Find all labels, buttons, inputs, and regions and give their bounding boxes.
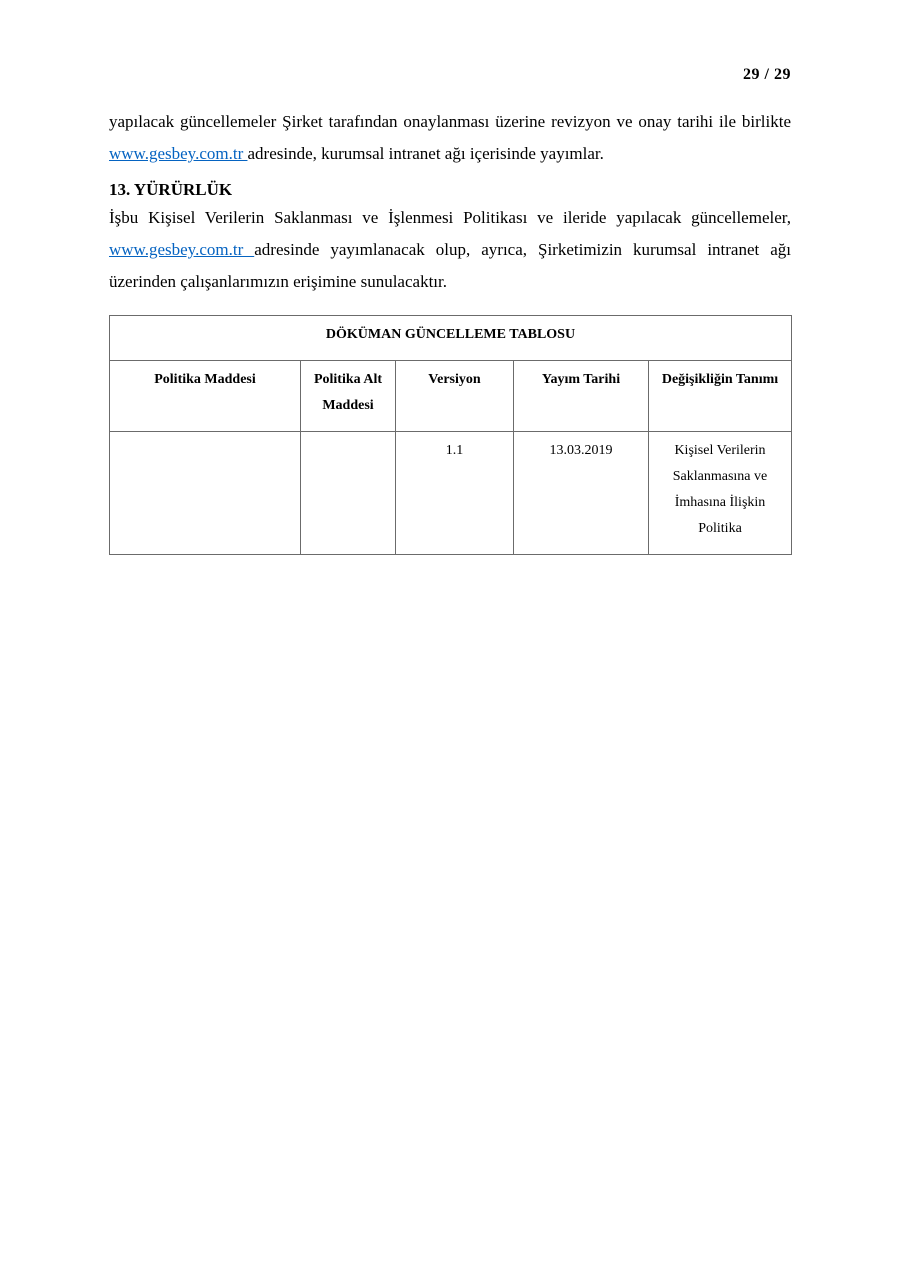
document-body: [109, 106, 791, 298]
column-header: Politika Alt Maddesi: [301, 361, 396, 432]
table-cell: 1.1: [396, 432, 514, 555]
website-link[interactable]: www.gesbey.com.tr: [109, 240, 255, 259]
paragraph-text: adresinde, kurumsal intranet ağı içerisinde yayımlar.: [247, 144, 604, 163]
page-number: 29 / 29: [743, 66, 791, 83]
table-cell: [110, 432, 301, 555]
column-header: Yayım Tarihi: [514, 361, 649, 432]
paragraph-text: adresinde yayımlanacak olup, ayrıca, Şirketimizin kurumsal intranet ağı üzerinden çalışanlarımızın erişimine sunulacaktır.: [109, 240, 792, 291]
website-link[interactable]: www.gesbey.com.tr: [109, 144, 248, 163]
table-row: [110, 432, 792, 555]
table-cell: 13.03.2019: [514, 432, 649, 555]
table-title: DÖKÜMAN GÜNCELLEME TABLOSU: [110, 316, 792, 361]
column-header: Değişikliğin Tanımı: [649, 361, 792, 432]
section-paragraph: [109, 202, 791, 298]
table-cell: Kişisel Verilerin Saklanmasına ve İmhasına İlişkin Politika: [649, 432, 792, 555]
table-cell: [301, 432, 396, 555]
table-header-row: [110, 361, 792, 432]
column-header: Politika Maddesi: [110, 361, 301, 432]
column-header: Versiyon: [396, 361, 514, 432]
paragraph-continuation: [109, 106, 791, 170]
section-heading: 13. YÜRÜRLÜK: [109, 180, 233, 199]
paragraph-text: İşbu Kişisel Verilerin Saklanması ve İşlenmesi Politikası ve ileride yapılacak güncellemeler,: [109, 208, 791, 227]
paragraph-text: yapılacak güncellemeler Şirket tarafından onaylanması üzerine revizyon ve onay tarihi ile birlikte: [109, 112, 791, 131]
document-update-table: [109, 315, 792, 555]
